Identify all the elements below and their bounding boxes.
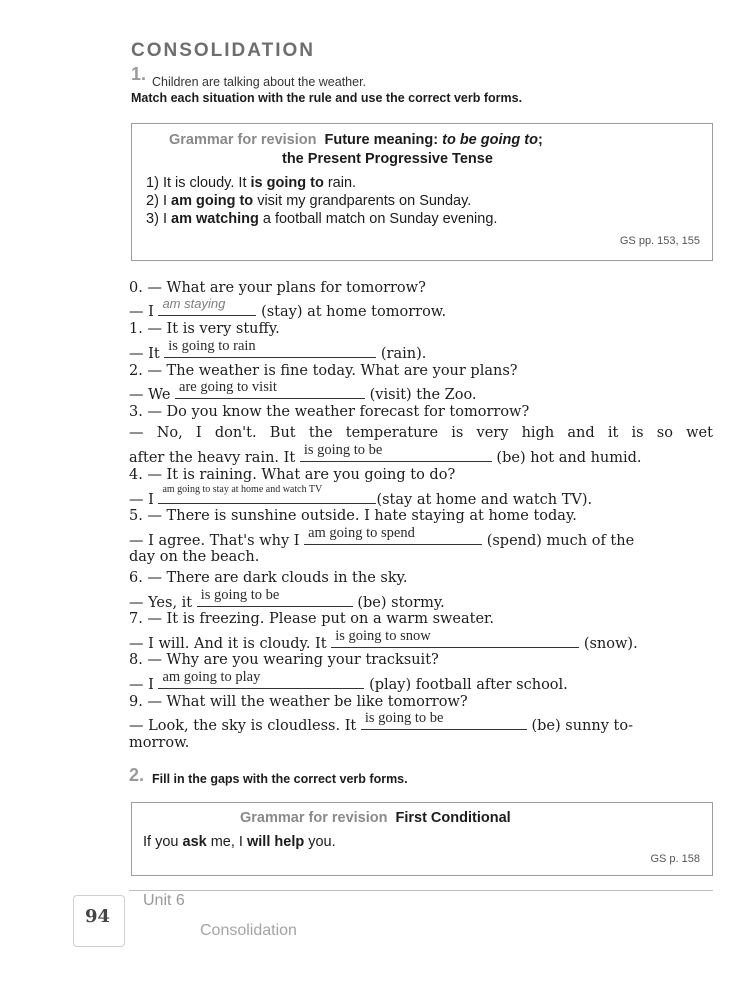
item-1-question: 1. — It is very stuffy. xyxy=(129,321,280,337)
item-4-question: 4. — It is raining. What are you going to do? xyxy=(129,467,456,483)
exercise-1-number: 1. xyxy=(131,64,147,84)
item-6-answer-line: — Yes, it is going to be (be) stormy. xyxy=(129,587,445,611)
item-6-question: 6. — There are dark clouds in the sky. xyxy=(129,570,408,586)
item-8-answer-line: — I am going to play (play) football after school. xyxy=(129,669,568,693)
page-heading: CONSOLIDATION xyxy=(131,40,315,61)
page-number: 94 xyxy=(85,906,111,927)
answer-blank[interactable]: is going to be xyxy=(197,589,353,607)
item-3-question: 3. — Do you know the weather forecast for tomorrow? xyxy=(129,404,530,420)
exercise-2-number: 2. xyxy=(129,765,145,785)
item-8-question: 8. — Why are you wearing your tracksuit? xyxy=(129,652,439,668)
answer-blank[interactable]: is going to be xyxy=(300,444,492,462)
exercise-2-instruction: Fill in the gaps with the correct verb forms. xyxy=(152,772,408,786)
item-5-question: 5. — There is sunshine outside. I hate staying at home today. xyxy=(129,508,577,524)
item-9-continuation: morrow. xyxy=(129,735,190,751)
grammar-box-label: Grammar for revision xyxy=(169,132,317,148)
item-5-continuation: day on the beach. xyxy=(129,549,260,565)
grammar-rule-3: 3) I am watching a football match on Sunday evening. xyxy=(146,211,498,227)
exercise-1-lead: Children are talking about the weather. xyxy=(152,75,367,89)
grammar-box-2-reference: GS p. 158 xyxy=(650,853,700,865)
answer-blank[interactable]: are going to visit xyxy=(175,381,365,399)
item-2-question: 2. — The weather is fine today. What are your plans? xyxy=(129,363,518,379)
grammar-rule-1: 1) It is cloudy. It is going to rain. xyxy=(146,175,357,191)
answer-blank[interactable]: am going to play xyxy=(158,671,364,689)
item-7-question: 7. — It is freezing. Please put on a warm sweater. xyxy=(129,611,494,627)
item-4-answer-line: — I am going to stay at home and watch TV (stay at home and watch TV). xyxy=(129,484,593,508)
answer-blank[interactable]: am going to spend xyxy=(304,527,482,545)
footer-unit: Unit 6 xyxy=(143,892,185,909)
item-3-text-line: — No, I don't. But the temperature is very high and it is so wet xyxy=(129,425,713,441)
item-3-answer-line: after the heavy rain. It is going to be (be) hot and humid. xyxy=(129,442,642,466)
item-9-question: 9. — What will the weather be like tomorrow? xyxy=(129,694,468,710)
footer-section-title: Consolidation xyxy=(200,922,297,939)
item-2-answer-line: — We are going to visit (visit) the Zoo. xyxy=(129,379,477,403)
answer-blank[interactable]: am staying xyxy=(158,298,256,316)
answer-blank[interactable]: is going to snow xyxy=(331,630,579,648)
grammar-box-conditional xyxy=(131,802,713,876)
item-9-answer-line: — Look, the sky is cloudless. It is going to be (be) sunny to- xyxy=(129,710,633,734)
answer-blank[interactable]: is going to be xyxy=(361,712,527,730)
exercise-1-instruction: Match each situation with the rule and use the correct verb forms. xyxy=(131,91,523,105)
item-0-answer-line: — I am staying (stay) at home tomorrow. xyxy=(129,296,447,320)
grammar-box-2-title: Grammar for revision First Conditional xyxy=(240,810,511,826)
item-1-answer-line: — It is going to rain (rain). xyxy=(129,338,427,362)
grammar-box-title: Grammar for revision Future meaning: to be going to; xyxy=(169,132,543,148)
grammar-box-subtitle: the Present Progressive Tense xyxy=(282,151,493,167)
grammar-rule-2: 2) I am going to visit my grandparents on Sunday. xyxy=(146,193,472,209)
item-0-question: 0. — What are your plans for tomorrow? xyxy=(129,280,426,296)
grammar-reference: GS pp. 153, 155 xyxy=(619,235,700,247)
footer-rule xyxy=(129,890,713,891)
grammar-box-future xyxy=(131,123,713,261)
answer-blank[interactable]: is going to rain xyxy=(164,340,376,358)
answer-blank[interactable]: am going to stay at home and watch TV xyxy=(158,486,376,504)
grammar-box-2-label: Grammar for revision xyxy=(240,810,388,826)
item-7-answer-line: — I will. And it is cloudy. It is going to snow (snow). xyxy=(129,628,638,652)
grammar-box-2-example: If you ask me, I will help you. xyxy=(143,834,336,850)
item-5-answer-line: — I agree. That's why I am going to spend (spend) much of the xyxy=(129,525,635,549)
